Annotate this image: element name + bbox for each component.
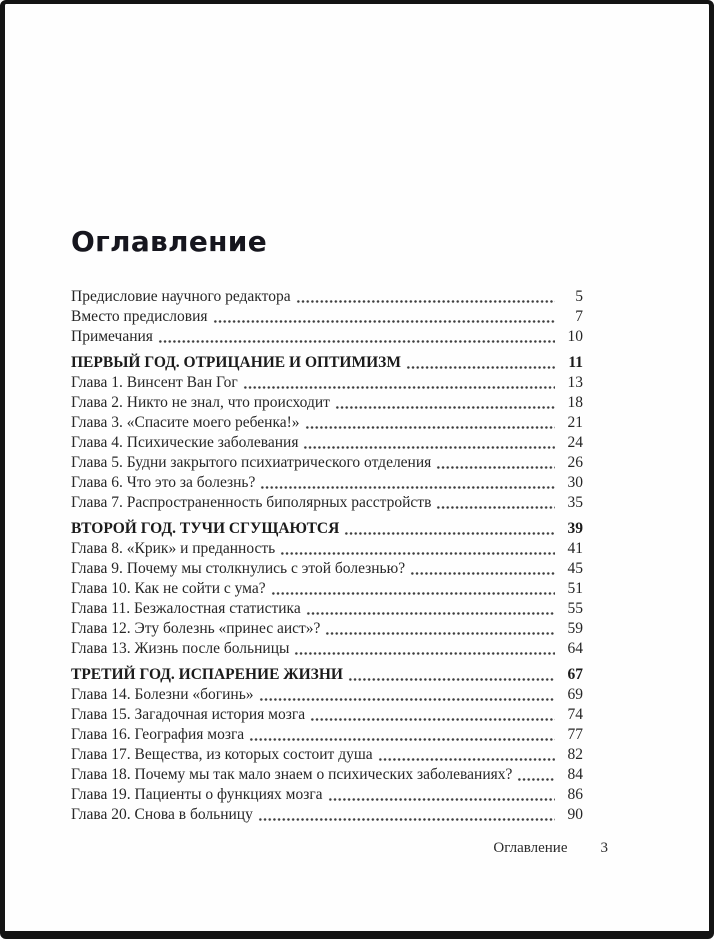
dot-leader [296,300,555,303]
dot-leader [436,466,555,469]
toc-entry-page: 5 [575,288,583,305]
dot-leader [303,446,555,449]
toc-entry-label: Примечания [71,328,153,345]
toc-entry-label: Глава 9. Почему мы столкнулись с этой болезнью? [71,560,406,577]
toc-entry-page: 69 [567,686,583,703]
toc-entry-page: 13 [567,374,583,391]
toc-entry [71,639,583,659]
dot-leader [335,406,555,409]
toc-entry-label: Глава 12. Эту болезнь «принес аист»? [71,620,321,637]
toc-entry-label: Глава 6. Что это за болезнь? [71,474,256,491]
dot-leader [328,798,555,801]
toc-entry-label: Вместо предисловия [71,308,208,325]
toc-entry [71,599,583,619]
toc-entry-label: Глава 4. Психические заболевания [71,434,299,451]
toc-entry [71,579,583,599]
toc-entry-page: 24 [567,434,583,451]
toc-entry [71,413,583,433]
toc-section-title: ТРЕТИЙ ГОД. ИСПАРЕНИЕ ЖИЗНИ [71,666,343,683]
toc-entry [71,705,583,725]
toc-entry-page: 77 [567,726,583,743]
toc-entry-label: Глава 3. «Спасите моего ребенка!» [71,414,300,431]
dot-leader [378,758,555,761]
toc-section-header [71,665,583,685]
toc-entry [71,725,583,745]
toc-entry-page: 41 [567,540,583,557]
footer-page-number: 3 [600,840,608,856]
dot-leader [271,592,555,595]
toc-entry-page: 90 [567,806,583,823]
page-footer [493,840,608,857]
toc-entry-label: Глава 15. Загадочная история мозга [71,706,306,723]
toc-entry-label: Предисловие научного редактора [71,288,291,305]
toc-entry [71,685,583,705]
toc-entry-label: Глава 7. Распространенность биполярных расстройств [71,494,432,511]
toc-entry-page: 10 [567,328,583,345]
dot-leader [249,738,555,741]
toc-section-title: ВТОРОЙ ГОД. ТУЧИ СГУЩАЮТСЯ [71,520,340,537]
toc-entry [71,805,583,825]
dot-leader [243,386,555,389]
toc-entry [71,619,583,639]
toc-entry-label: Глава 11. Безжалостная статистика [71,600,301,617]
toc-section-page: 67 [567,666,583,683]
dot-leader [410,572,555,575]
toc-section-header [71,519,583,539]
table-of-contents [71,287,583,825]
toc-entry-page: 82 [567,746,583,763]
page-title: Оглавление [71,225,268,258]
toc-section-header [71,353,583,373]
dot-leader [310,718,555,721]
toc-entry [71,539,583,559]
toc-entry-page: 18 [567,394,583,411]
toc-entry-label: Глава 13. Жизнь после больницы [71,640,290,657]
toc-entry-label: Глава 17. Вещества, из которых состоит душа [71,746,373,763]
toc-entry-label: Глава 10. Как не сойти с ума? [71,580,266,597]
toc-entry [71,493,583,513]
toc-entry-page: 26 [567,454,583,471]
toc-section-year-1 [71,353,583,513]
dot-leader [325,632,555,635]
toc-entry-page: 51 [567,580,583,597]
dot-leader [305,426,555,429]
toc-entry [71,559,583,579]
dot-leader [158,340,555,343]
toc-entry [71,393,583,413]
toc-entry-page: 84 [567,766,583,783]
toc-entry [71,765,583,785]
dot-leader [436,506,555,509]
toc-entry [71,745,583,765]
toc-entry [71,453,583,473]
toc-entry [71,327,583,347]
dot-leader [260,486,555,489]
footer-running-title: Оглавление [493,840,568,856]
toc-section-page: 11 [568,354,583,371]
toc-section-year-3 [71,665,583,825]
toc-section-year-2 [71,519,583,659]
dot-leader [294,652,555,655]
toc-entry-label: Глава 8. «Крик» и преданность [71,540,276,557]
dot-leader [258,818,555,821]
toc-front-matter [71,287,583,347]
toc-entry [71,785,583,805]
toc-entry [71,287,583,307]
dot-leader [517,778,555,781]
dot-leader [344,532,555,535]
toc-entry-page: 7 [575,308,583,325]
toc-entry-page: 45 [567,560,583,577]
toc-entry-label: Глава 18. Почему мы так мало знаем о психических заболеваниях? [71,766,513,783]
toc-entry-page: 30 [567,474,583,491]
dot-leader [348,678,555,681]
toc-entry-page: 55 [567,600,583,617]
toc-entry-page: 64 [567,640,583,657]
toc-entry-label: Глава 16. География мозга [71,726,245,743]
toc-entry-label: Глава 20. Снова в больницу [71,806,253,823]
toc-entry-page: 59 [567,620,583,637]
toc-entry-label: Глава 19. Пациенты о функциях мозга [71,786,323,803]
toc-entry-page: 35 [567,494,583,511]
toc-entry [71,373,583,393]
toc-entry-page: 74 [567,706,583,723]
toc-entry-page: 21 [567,414,583,431]
dot-leader [406,366,555,369]
toc-entry-page: 86 [567,786,583,803]
toc-entry-label: Глава 5. Будни закрытого психиатрического отделения [71,454,432,471]
dot-leader [280,552,555,555]
dot-leader [213,320,556,323]
toc-entry-label: Глава 14. Болезни «богинь» [71,686,254,703]
dot-leader [259,698,555,701]
toc-section-page: 39 [567,520,583,537]
dot-leader [306,612,555,615]
toc-section-title: ПЕРВЫЙ ГОД. ОТРИЦАНИЕ И ОПТИМИЗМ [71,354,401,371]
toc-entry [71,473,583,493]
toc-entry-label: Глава 1. Винсент Ван Гог [71,374,238,391]
toc-entry-label: Глава 2. Никто не знал, что происходит [71,394,330,411]
toc-entry [71,307,583,327]
toc-entry [71,433,583,453]
